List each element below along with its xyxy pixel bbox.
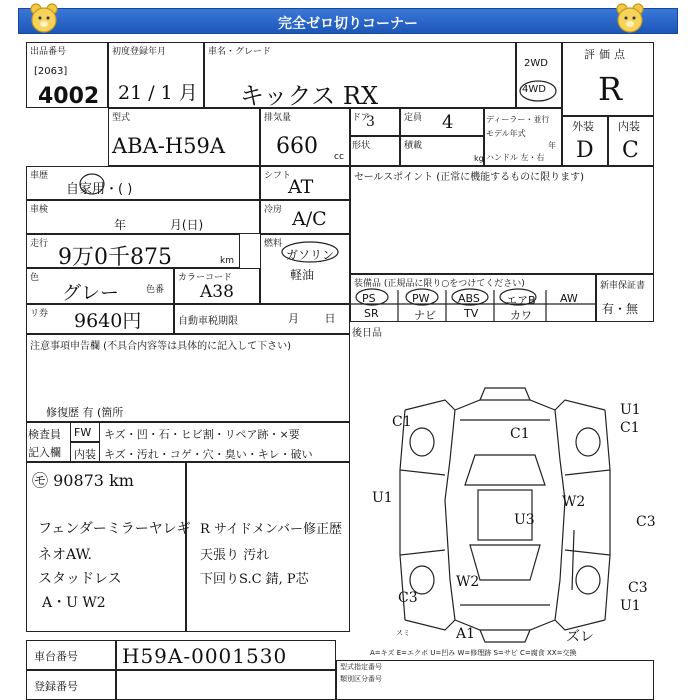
equipment-label: 装備品 (正規品に限り○をつけてください) — [354, 279, 525, 289]
mark-c3-a: C3 — [636, 514, 656, 530]
first-reg-value: 21 / 1 月 — [118, 82, 198, 104]
use-label: 車歴 — [30, 171, 49, 181]
fuel-label: 燃料 — [264, 239, 283, 249]
ac-value: A/C — [292, 208, 327, 230]
shift-value: AT — [288, 176, 314, 198]
rear-seat-label: 後日品 — [352, 328, 382, 339]
equipment-leather: カワ — [510, 309, 532, 322]
lot-label: 出品番号 — [30, 47, 67, 57]
fuel-circle-mark — [278, 240, 342, 264]
mark-c1-a: C1 — [392, 414, 412, 430]
recycle-value: 9640円 — [74, 310, 142, 332]
lot-number: 4002 — [38, 84, 100, 109]
steering-label: ハンドル 左・右 — [486, 153, 545, 162]
color-code-label: 色番 — [146, 285, 165, 295]
color-label: 色 — [30, 273, 40, 283]
mark-w2-b: W2 — [456, 574, 480, 590]
mark-c1-b: C1 — [510, 426, 530, 442]
capacity-value: 4 — [442, 112, 454, 133]
name-value: キックス RX — [240, 82, 379, 110]
note-right-3: 下回りS.C 錆, P芯 — [200, 572, 309, 587]
equipment-sr: SR — [364, 307, 379, 320]
color-code-value: A38 — [200, 282, 234, 302]
mark-c1-c: C1 — [620, 420, 640, 436]
inspection-value: 年 月(日) — [114, 218, 204, 232]
mark-a1: A1 — [456, 626, 476, 642]
drive-4wd: 4WD — [522, 84, 546, 95]
equipment-aw: AW — [560, 292, 578, 305]
mark-w2-a: W2 — [562, 494, 586, 510]
interior-value: C — [622, 138, 639, 163]
fw-options: キズ・凹・石・ヒビ割・リペア跡・×要 — [104, 428, 300, 441]
doors-value: 3 — [366, 114, 375, 130]
use-value: 自家用・( ) — [66, 182, 133, 197]
mark-u1-c: U1 — [620, 598, 641, 614]
model-value: ABA-H59A — [112, 134, 226, 158]
warranty-label: 新車保証書 — [600, 281, 646, 291]
entry-label: 記入欄 — [28, 446, 61, 459]
fuel-value-1: ガソリン — [286, 248, 335, 262]
mark-sumi: スミ — [396, 629, 410, 637]
dealer-label: ディーラー・並行 — [486, 115, 550, 124]
note-right-1: R サイドメンバー修正歴 — [200, 522, 342, 537]
note-right-2: 天張り 汚れ — [200, 548, 270, 563]
sales-point-label: セールスポイント (正常に機能するものに限ります) — [354, 172, 585, 183]
check-label: 検査員 — [28, 428, 61, 441]
doors-label: ドア — [352, 113, 370, 123]
mark-c3-c: C3 — [628, 580, 648, 596]
note-2: ネオAW. — [38, 547, 92, 563]
lot-code: [2063] — [34, 66, 68, 77]
shape-label: 形状 — [352, 141, 371, 151]
equipment-ps: PS — [362, 292, 376, 305]
reg-value-box — [116, 670, 336, 700]
class-label: 類別区分番号 — [340, 675, 382, 683]
spec-number-box — [336, 660, 654, 700]
load-label: 積載 — [404, 141, 423, 151]
interior-label: 内装 — [618, 120, 640, 133]
model-year-unit: 年 — [548, 141, 556, 150]
chassis-value: H59A-0001530 — [122, 644, 288, 668]
chassis-label: 車台番号 — [34, 650, 78, 663]
displacement-label: 排気量 — [264, 113, 292, 123]
page-title: 完全ゼロ切りコーナー — [278, 16, 418, 32]
mark-zure: ズレ — [566, 629, 594, 645]
equipment-navi: ナビ — [414, 309, 436, 322]
ac-label: 冷房 — [264, 205, 283, 215]
exterior-value: D — [576, 138, 594, 163]
note-4: A・U W2 — [42, 595, 106, 611]
drive-2wd: 2WD — [524, 58, 548, 69]
tax-label: 自動車税期限 — [178, 316, 238, 327]
fuel-value-2: 軽油 — [290, 268, 315, 282]
tax-value: 月 日 — [288, 312, 336, 325]
grade-value: R — [598, 70, 623, 108]
shift-label: シフト — [264, 171, 292, 181]
recycle-label: リ券 — [30, 309, 49, 319]
mark-u1-b: U1 — [620, 402, 641, 418]
note-1: フェンダーミラーヤレギ — [38, 521, 191, 537]
note-3: スタッドレス — [38, 571, 122, 587]
form-label: 型式指定番号 — [340, 663, 382, 671]
equipment-pw: PW — [412, 292, 430, 305]
damage-legend: A=キズ E=エクボ U=凹み W=修理跡 S=サビ C=腐食 XX=交換 — [370, 649, 577, 657]
drive-circle-mark — [516, 78, 562, 104]
mileage-value: 9万0千875 — [58, 245, 172, 270]
color-code-name: カラーコード — [178, 273, 233, 283]
model-label: 型式 — [112, 113, 131, 123]
use-circle-mark — [78, 172, 106, 196]
equipment-grid-lines — [350, 286, 596, 322]
bear-mascot-icon — [614, 2, 646, 34]
mark-c3-b: C3 — [398, 590, 418, 606]
grade-label: 評価点 — [584, 48, 629, 61]
load-unit: kg — [474, 154, 484, 163]
color-value: グレー — [62, 282, 120, 304]
mark-u1-a: U1 — [372, 490, 393, 506]
notice-label: 注意事項申告欄 (不具合内容等は具体的に記入して下さい) — [30, 341, 291, 352]
displacement-unit: cc — [334, 152, 344, 162]
first-reg-label: 初度登録年月 — [112, 47, 167, 57]
equipment-airbag: エアB — [506, 294, 536, 307]
capacity-label: 定員 — [404, 113, 423, 123]
interior-options: キズ・汚れ・コゲ・穴・臭い・キレ・破い — [104, 448, 313, 461]
header-banner — [18, 8, 678, 34]
mileage-label: 走行 — [30, 239, 49, 249]
reg-label: 登録番号 — [34, 680, 78, 693]
displacement-value: 660 — [276, 134, 318, 159]
equipment-tv: TV — [464, 307, 479, 320]
equipment-abs: ABS — [458, 292, 480, 305]
warranty-value: 有・無 — [602, 302, 639, 316]
exterior-label: 外装 — [572, 120, 594, 133]
note-mileage: ㋲ 90873 km — [32, 471, 134, 490]
bear-mascot-icon — [28, 2, 60, 34]
use-box — [26, 166, 260, 200]
fw-label: FW — [74, 426, 92, 439]
repair-label: 修復歴 有 (箇所 — [46, 406, 124, 419]
model-year-label: モデル年式 — [486, 129, 526, 138]
inspection-label: 車検 — [30, 205, 49, 215]
mileage-unit: km — [220, 256, 234, 266]
name-label: 車名・グレード — [208, 47, 272, 57]
mark-u3: U3 — [514, 512, 535, 528]
interior-row-label: 内装 — [74, 448, 96, 461]
